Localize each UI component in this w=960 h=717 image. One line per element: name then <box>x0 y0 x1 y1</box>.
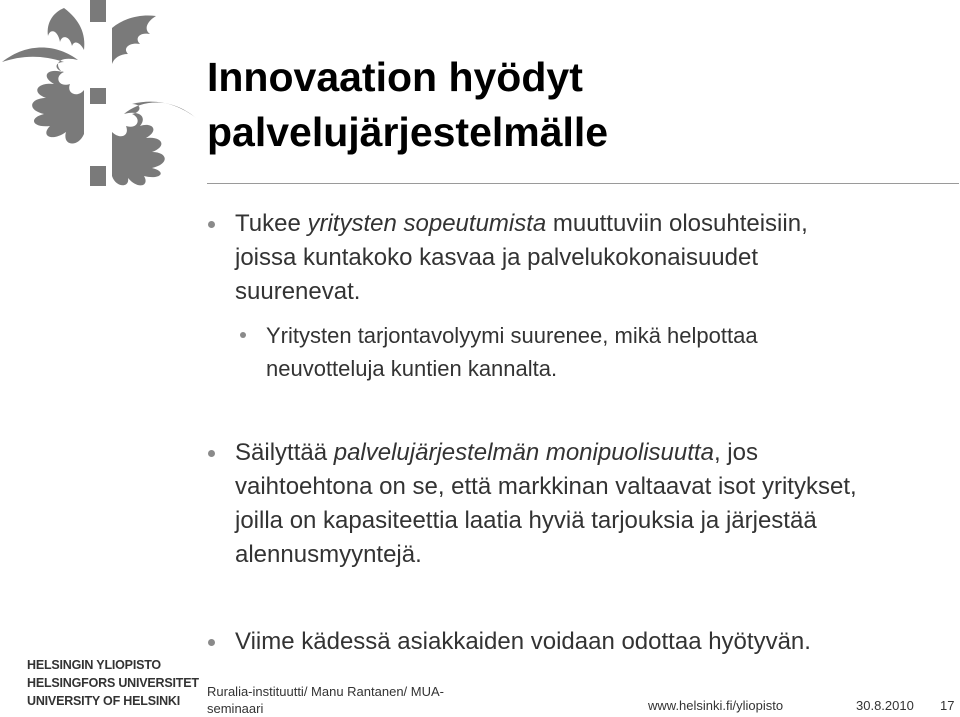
sub-bullet-1-line-2: neuvotteluja kuntien kannalta. <box>266 356 558 381</box>
footer-url: www.helsinki.fi/yliopisto <box>648 698 784 713</box>
bullet-dot-icon <box>208 450 215 457</box>
slide-title <box>207 50 947 160</box>
bullet-1-line-1: Tukee yritysten sopeutumista muuttuviin olosuhteisiin, <box>235 210 808 237</box>
bullet-3 <box>235 625 959 659</box>
university-wordmark <box>27 656 227 710</box>
footer-date: 30.8.2010 <box>856 698 914 713</box>
footer-source <box>207 683 467 717</box>
title-divider <box>207 183 959 184</box>
university-name-sv: HELSINGFORS UNIVERSITET <box>27 676 199 690</box>
bullet-2 <box>235 436 959 572</box>
footer-source-line-2: seminaari <box>207 701 264 716</box>
sub-bullet-1 <box>266 319 956 385</box>
bullet-1 <box>235 207 955 309</box>
bullet-3-line-1: Viime kädessä asiakkaiden voidaan odottaa hyötyvän. <box>235 628 811 655</box>
bullet-2-line-1: Säilyttää palvelujärjestelmän monipuolisuutta, jos <box>235 439 758 466</box>
bullet-1-line-3: suurenevat. <box>235 278 361 305</box>
bullet-dot-icon <box>208 639 215 646</box>
university-flame-logo-icon <box>0 0 200 190</box>
bullet-dot-icon <box>240 332 246 338</box>
bullet-2-line-4: alennusmyyntejä. <box>235 541 422 568</box>
bullet-dot-icon <box>208 221 215 228</box>
bullet-2-emphasis: palvelujärjestelmän monipuolisuutta <box>333 439 714 466</box>
bullet-1-emphasis: yritysten sopeutumista <box>307 210 547 237</box>
title-line-1: Innovaation hyödyt <box>207 54 583 100</box>
footer-source-line-1: Ruralia-instituutti/ Manu Rantanen/ MUA- <box>207 684 444 699</box>
university-name-fi: HELSINGIN YLIOPISTO <box>27 658 161 672</box>
page-number: 17 <box>940 698 955 713</box>
sub-bullet-1-line-1: Yritysten tarjontavolyymi suurenee, mikä helpottaa <box>266 323 758 348</box>
bullet-1-line-2: joissa kuntakoko kasvaa ja palvelukokonaisuudet <box>235 244 758 271</box>
bullet-2-line-3: joilla on kapasiteettia laatia hyviä tarjouksia ja järjestää <box>235 507 817 534</box>
title-line-2: palvelujärjestelmälle <box>207 109 609 155</box>
bullet-2-line-2: vaihtoehtona on se, että markkinan valtaavat isot yritykset, <box>235 473 857 500</box>
university-name-en: UNIVERSITY OF HELSINKI <box>27 694 181 708</box>
